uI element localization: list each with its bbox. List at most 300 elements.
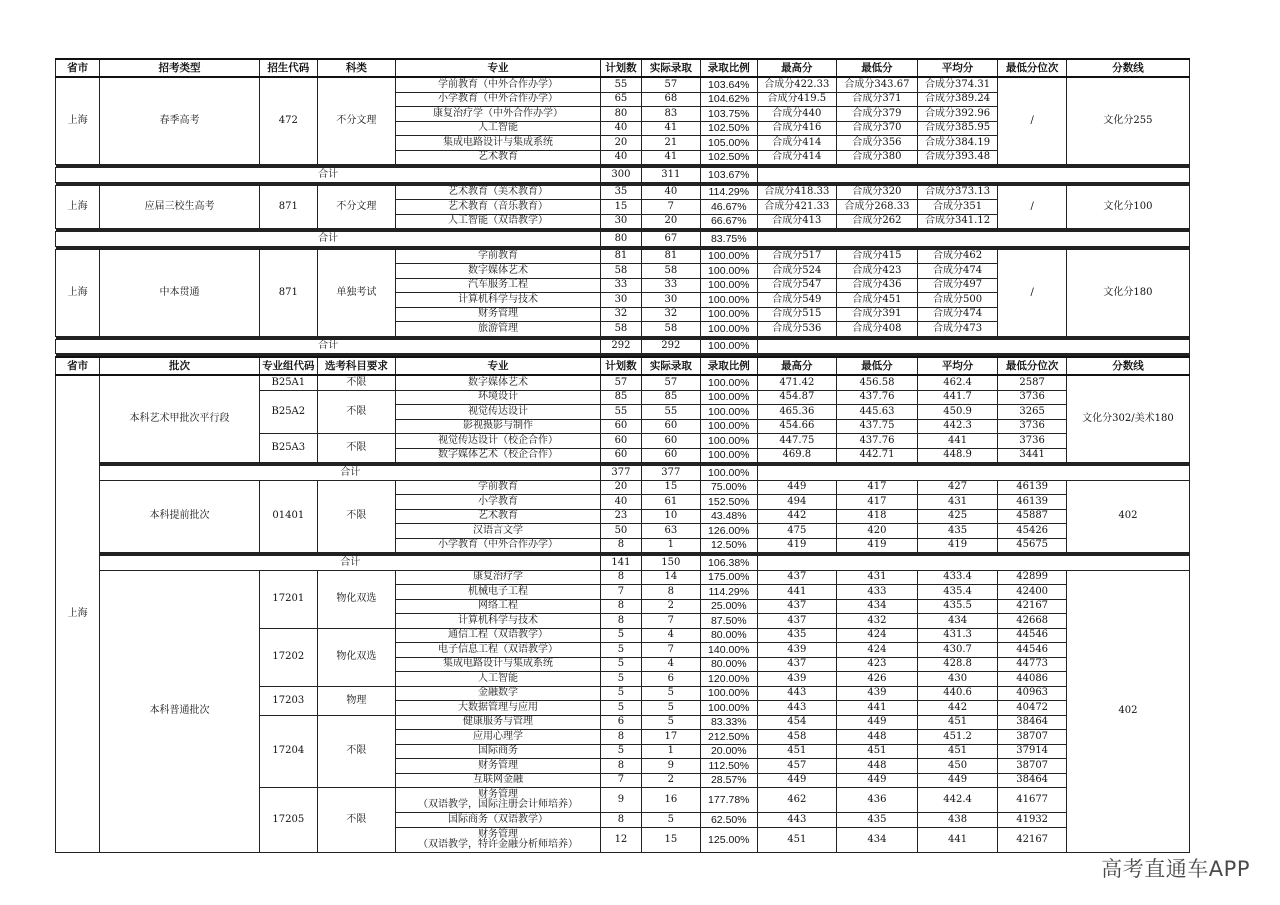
value-cell: 5 <box>601 686 641 701</box>
value-cell: 57 <box>601 375 641 390</box>
value-cell: 60 <box>601 434 641 449</box>
value-cell: 431.3 <box>917 628 998 643</box>
value-cell: 3441 <box>998 448 1067 463</box>
value-cell: 46.67% <box>701 200 757 215</box>
value-cell: 5 <box>601 672 641 687</box>
value-cell: 41677 <box>998 788 1067 813</box>
major-line: （双语教学，国际注册会计师培养） <box>417 799 578 810</box>
value-cell: 65 <box>601 92 641 107</box>
total-label: 合计 <box>100 556 601 571</box>
value-cell: 17 <box>641 730 700 745</box>
column-header: 录取比例 <box>701 357 757 375</box>
value-cell: 454 <box>757 715 837 730</box>
column-header: 最低分 <box>837 357 918 375</box>
major-line: 财务管理 <box>477 789 518 800</box>
value-cell: 443 <box>757 813 837 828</box>
major-cell: 数字媒体艺术 <box>395 375 601 390</box>
total-admitted: 150 <box>641 556 700 571</box>
value-cell: 30 <box>601 293 641 308</box>
value-cell: 25.00% <box>701 599 757 614</box>
value-cell: 451 <box>757 744 837 759</box>
value-cell: 50 <box>601 524 641 539</box>
value-cell: 合成分393.48 <box>917 150 998 165</box>
value-cell: 112.50% <box>701 759 757 774</box>
value-cell: 41 <box>641 150 700 165</box>
total-label: 合计 <box>56 232 601 247</box>
value-cell: 55 <box>601 77 641 92</box>
value-cell: 20 <box>641 214 700 229</box>
major-cell: 计算机科学与技术 <box>395 293 601 308</box>
value-cell: 60 <box>641 448 700 463</box>
column-header: 分数线 <box>1066 357 1189 375</box>
column-header: 计划数 <box>601 357 641 375</box>
value-cell: 443 <box>757 701 837 716</box>
value-cell: 100.00% <box>701 686 757 701</box>
major-cell: 艺术教育 <box>395 509 601 524</box>
major-cell: 康复治疗学（中外合作办学） <box>395 107 601 122</box>
value-cell: 75.00% <box>701 480 757 495</box>
value-cell: 5 <box>601 701 641 716</box>
value-cell: 83 <box>641 107 700 122</box>
value-cell: 合成分413 <box>757 214 837 229</box>
major-cell: 财务管理 <box>395 759 601 774</box>
value-cell: 42167 <box>998 599 1067 614</box>
value-cell: 441 <box>837 701 918 716</box>
value-cell: 68 <box>641 92 700 107</box>
value-cell: 合成分422.33 <box>757 77 837 92</box>
major-cell: 人工智能 <box>395 121 601 136</box>
value-cell: 427 <box>917 480 998 495</box>
total-ratio: 100.00% <box>701 466 757 481</box>
value-cell: 4 <box>641 657 700 672</box>
value-cell: 419 <box>917 538 998 553</box>
value-cell: 20 <box>601 136 641 151</box>
value-cell: 40 <box>601 150 641 165</box>
value-cell: 451 <box>837 744 918 759</box>
value-cell: 80.00% <box>701 657 757 672</box>
value-cell: 合成分451 <box>837 293 918 308</box>
value-cell: 合成分389.24 <box>917 92 998 107</box>
value-cell: 合成分370 <box>837 121 918 136</box>
value-cell: 7 <box>641 643 700 658</box>
major-cell: 环境设计 <box>395 390 601 405</box>
value-cell: 425 <box>917 509 998 524</box>
value-cell: 合成分436 <box>837 278 918 293</box>
value-cell: 1 <box>641 744 700 759</box>
major-cell: 人工智能 <box>395 672 601 687</box>
value-cell: 100.00% <box>701 448 757 463</box>
value-cell: 445.63 <box>837 405 918 420</box>
total-label: 合计 <box>100 466 601 481</box>
value-cell: 合成分262 <box>837 214 918 229</box>
value-cell: 104.62% <box>701 92 757 107</box>
table-row <box>56 168 1190 183</box>
table-row <box>56 185 1190 200</box>
value-cell: 437 <box>757 657 837 672</box>
value-cell: 436 <box>837 788 918 813</box>
value-cell: 462 <box>757 788 837 813</box>
value-cell: 合成分473 <box>917 322 998 337</box>
major-cell: 艺术教育（音乐教育） <box>395 200 601 215</box>
value-cell: 5 <box>601 643 641 658</box>
province-cell: 上海 <box>56 77 100 165</box>
empty-cell <box>757 168 1190 183</box>
value-cell: 100.00% <box>701 249 757 264</box>
value-cell: 14 <box>641 570 700 585</box>
value-cell: 443 <box>757 686 837 701</box>
value-cell: 475 <box>757 524 837 539</box>
major-cell: 数字媒体艺术（校企合作） <box>395 448 601 463</box>
value-cell: 20.00% <box>701 744 757 759</box>
value-cell: 430.7 <box>917 643 998 658</box>
province-cell: 上海 <box>56 249 100 336</box>
value-cell: 16 <box>641 788 700 813</box>
value-cell: 8 <box>601 538 641 553</box>
table-body <box>56 59 1190 852</box>
value-cell: 合成分515 <box>757 307 837 322</box>
exam-type-cell: 春季高考 <box>100 77 259 165</box>
province-cell: 上海 <box>56 185 100 229</box>
value-cell: 合成分371 <box>837 92 918 107</box>
major-cell: 通信工程（双语教学） <box>395 628 601 643</box>
value-cell: 434 <box>837 599 918 614</box>
value-cell: 合成分268.33 <box>837 200 918 215</box>
value-cell: 424 <box>837 643 918 658</box>
value-cell: 46139 <box>998 480 1067 495</box>
value-cell: 8 <box>641 585 700 600</box>
value-cell: 100.00% <box>701 264 757 279</box>
empty-cell <box>757 339 1190 354</box>
value-cell: 105.00% <box>701 136 757 151</box>
total-ratio: 103.67% <box>701 168 757 183</box>
value-cell: 5 <box>601 744 641 759</box>
value-cell: 44773 <box>998 657 1067 672</box>
value-cell: 3736 <box>998 434 1067 449</box>
value-cell: 100.00% <box>701 375 757 390</box>
value-cell: 12.50% <box>701 538 757 553</box>
table-row <box>56 375 1190 390</box>
value-cell: 合成分414 <box>757 136 837 151</box>
value-cell: 417 <box>837 480 918 495</box>
value-cell: 469.8 <box>757 448 837 463</box>
major-cell: 财务管理 <box>395 307 601 322</box>
value-cell: 5 <box>641 686 700 701</box>
value-cell: 44546 <box>998 628 1067 643</box>
total-plan: 292 <box>601 339 641 354</box>
value-cell: 175.00% <box>701 570 757 585</box>
value-cell: 43.48% <box>701 509 757 524</box>
value-cell: 合成分379 <box>837 107 918 122</box>
value-cell: 62.50% <box>701 813 757 828</box>
value-cell: 42899 <box>998 570 1067 585</box>
value-cell: 合成分380 <box>837 150 918 165</box>
subject-req-cell: 物化双选 <box>318 628 396 686</box>
table-row <box>56 59 1190 77</box>
value-cell: 合成分419.5 <box>757 92 837 107</box>
major-cell: 小学教育 <box>395 495 601 510</box>
table-row <box>56 480 1190 495</box>
value-cell: 合成分500 <box>917 293 998 308</box>
total-plan: 80 <box>601 232 641 247</box>
value-cell: 435.5 <box>917 599 998 614</box>
value-cell: 100.00% <box>701 307 757 322</box>
value-cell: 85 <box>601 390 641 405</box>
major-cell: 影视摄影与制作 <box>395 419 601 434</box>
value-cell: 38707 <box>998 759 1067 774</box>
value-cell: 2587 <box>998 375 1067 390</box>
value-cell: 494 <box>757 495 837 510</box>
value-cell: 80.00% <box>701 628 757 643</box>
total-label: 合计 <box>56 339 601 354</box>
value-cell: 441.7 <box>917 390 998 405</box>
column-header: 专业组代码 <box>259 357 317 375</box>
category-cell: 不分文理 <box>318 185 396 229</box>
value-cell: 100.00% <box>701 293 757 308</box>
major-cell: 学前教育 <box>395 480 601 495</box>
value-cell: 450.9 <box>917 405 998 420</box>
value-cell: 100.00% <box>701 278 757 293</box>
value-cell: 8 <box>601 813 641 828</box>
value-cell: 58 <box>641 322 700 337</box>
score-line-cell: 文化分180 <box>1066 249 1189 336</box>
column-header: 招生代码 <box>259 59 317 77</box>
total-plan: 377 <box>601 466 641 481</box>
subject-req-cell: 不限 <box>318 715 396 788</box>
value-cell: 32 <box>641 307 700 322</box>
major-cell: 汉语言文学 <box>395 524 601 539</box>
major-cell: 学前教育 <box>395 249 601 264</box>
value-cell: 437.76 <box>837 434 918 449</box>
enroll-code-cell: 871 <box>259 249 317 336</box>
subject-req-cell: 不限 <box>318 390 396 434</box>
value-cell: 442.71 <box>837 448 918 463</box>
value-cell: 7 <box>641 614 700 629</box>
value-cell: 449 <box>917 773 998 788</box>
table-row <box>56 232 1190 247</box>
value-cell: 28.57% <box>701 773 757 788</box>
value-cell: 125.00% <box>701 827 757 852</box>
value-cell: 449 <box>837 773 918 788</box>
value-cell: 合成分408 <box>837 322 918 337</box>
subject-req-cell: 不限 <box>318 788 396 853</box>
value-cell: 58 <box>601 264 641 279</box>
value-cell: 433 <box>837 585 918 600</box>
value-cell: 126.00% <box>701 524 757 539</box>
value-cell: 212.50% <box>701 730 757 745</box>
value-cell: 60 <box>641 419 700 434</box>
exam-type-cell: 应届三校生高考 <box>100 185 259 229</box>
value-cell: 456.58 <box>837 375 918 390</box>
value-cell: 433.4 <box>917 570 998 585</box>
value-cell: 440.6 <box>917 686 998 701</box>
value-cell: 合成分373.13 <box>917 185 998 200</box>
major-cell: 健康服务与管理 <box>395 715 601 730</box>
value-cell: 100.00% <box>701 405 757 420</box>
value-cell: 5 <box>641 813 700 828</box>
value-cell: 15 <box>641 480 700 495</box>
value-cell: 454.87 <box>757 390 837 405</box>
value-cell: 38707 <box>998 730 1067 745</box>
major-cell: 网络工程 <box>395 599 601 614</box>
column-header: 实际录取 <box>641 59 700 77</box>
score-line-cell: 文化分100 <box>1066 185 1189 229</box>
value-cell: 5 <box>641 715 700 730</box>
major-line: （双语教学，特许金融分析师培养） <box>417 838 578 850</box>
value-cell: 合成分440 <box>757 107 837 122</box>
admission-table <box>55 58 1190 853</box>
subject-req-cell: 不限 <box>318 480 396 553</box>
total-plan: 141 <box>601 556 641 571</box>
value-cell: 42668 <box>998 614 1067 629</box>
value-cell: 30 <box>601 214 641 229</box>
major-cell: 康复治疗学 <box>395 570 601 585</box>
value-cell: 6 <box>601 715 641 730</box>
value-cell: 437 <box>757 599 837 614</box>
value-cell: 42167 <box>998 827 1067 852</box>
value-cell: 5 <box>601 628 641 643</box>
value-cell: 4 <box>641 628 700 643</box>
value-cell: 462.4 <box>917 375 998 390</box>
value-cell: 40 <box>641 185 700 200</box>
column-header: 实际录取 <box>641 357 700 375</box>
value-cell: 20 <box>601 480 641 495</box>
total-admitted: 292 <box>641 339 700 354</box>
column-header: 平均分 <box>917 59 998 77</box>
table-row <box>56 339 1190 354</box>
value-cell: 33 <box>641 278 700 293</box>
total-admitted: 67 <box>641 232 700 247</box>
value-cell: 432 <box>837 614 918 629</box>
major-cell: 计算机科学与技术 <box>395 614 601 629</box>
value-cell: 447.75 <box>757 434 837 449</box>
group-code-cell: 17204 <box>259 715 317 788</box>
value-cell: 439 <box>837 686 918 701</box>
value-cell: 57 <box>641 375 700 390</box>
value-cell: 417 <box>837 495 918 510</box>
value-cell: 449 <box>757 773 837 788</box>
group-code-cell: 17201 <box>259 570 317 628</box>
value-cell: 451 <box>917 715 998 730</box>
category-cell: 单独考试 <box>318 249 396 336</box>
value-cell: 58 <box>641 264 700 279</box>
province-cell: 上海 <box>56 375 100 852</box>
major-cell: 小学教育（中外合作办学） <box>395 538 601 553</box>
major-cell: 互联网金融 <box>395 773 601 788</box>
major-cell <box>395 827 601 852</box>
column-header: 最低分 <box>837 59 918 77</box>
value-cell: 442 <box>917 701 998 716</box>
value-cell: 426 <box>837 672 918 687</box>
value-cell: 451 <box>757 827 837 852</box>
value-cell: 38464 <box>998 715 1067 730</box>
major-cell: 国际商务（双语教学） <box>395 813 601 828</box>
value-cell: 合成分391 <box>837 307 918 322</box>
score-line-cell: 402 <box>1066 570 1189 852</box>
value-cell: 合成分320 <box>837 185 918 200</box>
value-cell: 7 <box>601 773 641 788</box>
table-row <box>56 357 1190 375</box>
major-cell: 应用心理学 <box>395 730 601 745</box>
value-cell: 15 <box>641 827 700 852</box>
major-cell: 人工智能（双语教学） <box>395 214 601 229</box>
value-cell: 418 <box>837 509 918 524</box>
column-header: 最低分位次 <box>998 59 1067 77</box>
value-cell: 合成分414 <box>757 150 837 165</box>
value-cell: 454.66 <box>757 419 837 434</box>
value-cell: 合成分547 <box>757 278 837 293</box>
rank-cell: / <box>998 77 1067 165</box>
major-cell <box>395 788 601 813</box>
group-code-cell: B25A2 <box>259 390 317 434</box>
value-cell: 434 <box>837 827 918 852</box>
total-admitted: 311 <box>641 168 700 183</box>
column-header: 计划数 <box>601 59 641 77</box>
admission-table-sheet <box>55 58 1190 853</box>
major-cell: 视觉传达设计（校企合作） <box>395 434 601 449</box>
subject-req-cell: 物理 <box>318 686 396 715</box>
column-header: 专业 <box>395 59 601 77</box>
score-line-cell: 文化分302/美术180 <box>1066 375 1189 463</box>
empty-cell <box>757 232 1190 247</box>
value-cell: 448.9 <box>917 448 998 463</box>
value-cell: 2 <box>641 599 700 614</box>
value-cell: 102.50% <box>701 150 757 165</box>
total-ratio: 106.38% <box>701 556 757 571</box>
value-cell: 448 <box>837 730 918 745</box>
value-cell: 46139 <box>998 495 1067 510</box>
value-cell: 45675 <box>998 538 1067 553</box>
value-cell: 合成分474 <box>917 307 998 322</box>
value-cell: 合成分524 <box>757 264 837 279</box>
value-cell: 83.33% <box>701 715 757 730</box>
value-cell: 45887 <box>998 509 1067 524</box>
value-cell: 44086 <box>998 672 1067 687</box>
value-cell: 66.67% <box>701 214 757 229</box>
value-cell: 8 <box>601 614 641 629</box>
table-row <box>56 570 1190 585</box>
value-cell: 15 <box>601 200 641 215</box>
value-cell: 合成分549 <box>757 293 837 308</box>
value-cell: 152.50% <box>701 495 757 510</box>
value-cell: 12 <box>601 827 641 852</box>
group-code-cell: B25A1 <box>259 375 317 390</box>
subject-req-cell: 不限 <box>318 375 396 390</box>
value-cell: 40472 <box>998 701 1067 716</box>
value-cell: 61 <box>641 495 700 510</box>
value-cell: 55 <box>601 405 641 420</box>
value-cell: 419 <box>837 538 918 553</box>
value-cell: 37914 <box>998 744 1067 759</box>
value-cell: 5 <box>641 701 700 716</box>
value-cell: 42400 <box>998 585 1067 600</box>
value-cell: 合成分415 <box>837 249 918 264</box>
value-cell: 471.42 <box>757 375 837 390</box>
value-cell: 441 <box>917 827 998 852</box>
value-cell: 38464 <box>998 773 1067 788</box>
major-cell: 数字媒体艺术 <box>395 264 601 279</box>
value-cell: 87.50% <box>701 614 757 629</box>
table-row <box>56 77 1190 92</box>
value-cell: 合成分392.96 <box>917 107 998 122</box>
value-cell: 10 <box>641 509 700 524</box>
total-plan: 300 <box>601 168 641 183</box>
table-row <box>56 466 1190 481</box>
value-cell: 100.00% <box>701 701 757 716</box>
batch-cell: 本科普通批次 <box>100 570 259 852</box>
value-cell: 80 <box>601 107 641 122</box>
category-cell: 不分文理 <box>318 77 396 165</box>
enroll-code-cell: 472 <box>259 77 317 165</box>
